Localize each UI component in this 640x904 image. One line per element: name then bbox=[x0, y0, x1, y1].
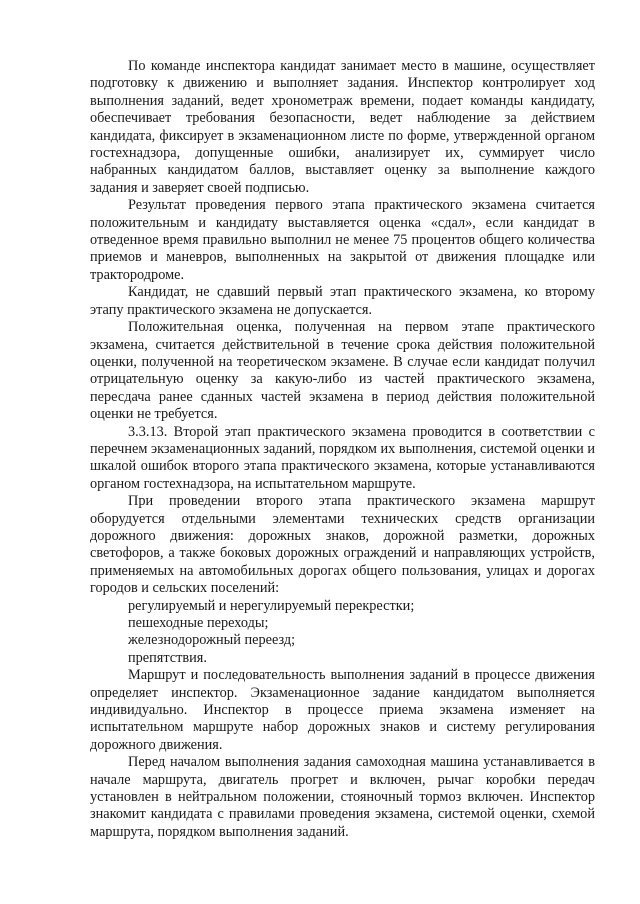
paragraph-route-equipment: При проведении второго этапа практического экзамена маршрут оборудуется отдельными элементами технических средств организации дорожного движения: дорожных знаков, дорожной разметки, дорожных светофоров, а также боковых дорожных ограждений и направляющих устройств, применяемых на автомобильных дорогах общего пользования, улицах и дорогах городов и сельских поселений: bbox=[90, 493, 595, 597]
list-item: железнодорожный переезд; bbox=[128, 632, 296, 649]
list-item: регулируемый и нерегулируемый перекрестки; bbox=[128, 597, 415, 614]
paragraph-first-stage-result: Результат проведения первого этапа практического экзамена считается положительным и кандидату выставляется оценка «сдал», если кандидат в отведенное время правильно выполнил не менее 75 процентов общего количества приемов и маневров, выполненных на закрытой от движения площадке или трактородроме. bbox=[90, 197, 595, 283]
list-item: препятствия. bbox=[128, 649, 207, 666]
paragraph-second-stage: 3.3.13. Второй этап практического экзамена проводится в соответствии с перечнем экзаменационных заданий, порядком их выполнения, системой оценки и шкалой ошибок второго этапа практического экзамена, которые устанавливаются органом гостехнадзора, на испытательном маршруте. bbox=[90, 423, 596, 492]
paragraph-inspector-command: По команде инспектора кандидат занимает место в машине, осуществляет подготовку к движению и выполняет задания. Инспектор контролирует ход выполнения заданий, ведет хронометраж времени, подает команды кандидату, обеспечивает требования безопасности, ведет наблюдение за действием кандидата, фиксирует в экзаменационном листе по форме, утвержденной органом гостехнадзора, допущенные ошибки, анализирует их, суммирует число набранных кандидатом баллов, выставляет оценку за выполнение каждого задания и заверяет своей подписью. bbox=[90, 58, 595, 196]
document-page bbox=[90, 58, 595, 841]
paragraph-positive-grade-validity: Положительная оценка, полученная на первом этапе практического экзамена, считается действительной в течение срока действия положительной оценки, полученной на теоретическом экзамене. В случае если кандидат получил отрицательную оценку за какую-либо из частей практического экзамена, пересдача ранее сданных частей экзамена в период действия положительной оценки не требуется. bbox=[90, 319, 595, 423]
paragraph-before-start: Перед началом выполнения задания самоходная машина устанавливается в начале маршрута, двигатель прогрет и включен, рычаг коробки передач установлен в нейтральном положении, стояночный тормоз включен. Инспектор знакомит кандидата с правилами проведения экзамена, системой оценки, схемой маршрута, порядком выполнения заданий. bbox=[90, 754, 595, 840]
list-item: пешеходные переходы; bbox=[128, 615, 269, 631]
paragraph-route-sequence: Маршрут и последовательность выполнения заданий в процессе движения определяет инспектор. Экзаменационное задание кандидатом выполняется индивидуально. Инспектор в процессе приема экзамена изменяет на испытательном маршруте набор дорожных знаков и систему регулирования дорожного движения. bbox=[90, 667, 595, 753]
paragraph-failed-first-stage: Кандидат, не сдавший первый этап практического экзамена, ко второму этапу практического экзамена не допускается. bbox=[90, 284, 595, 318]
